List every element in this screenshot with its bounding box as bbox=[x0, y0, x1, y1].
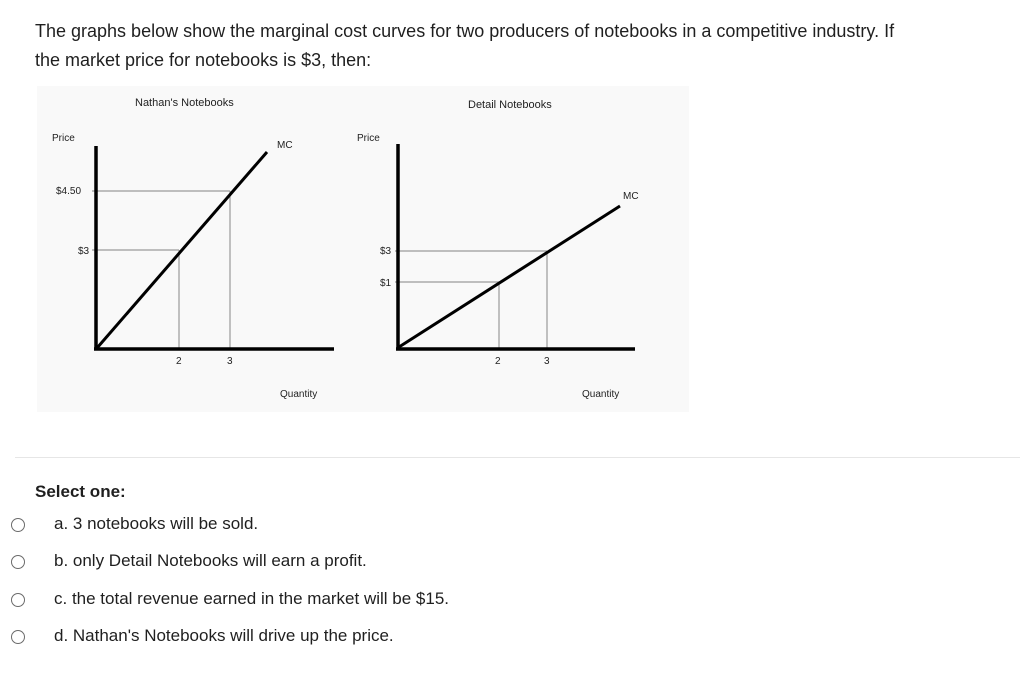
left-x-tick-3: 3 bbox=[227, 356, 233, 367]
right-curve-label: MC bbox=[623, 191, 639, 202]
option-b-radio[interactable] bbox=[11, 555, 25, 569]
right-graph-title: Detail Notebooks bbox=[468, 99, 552, 111]
left-y-axis-label: Price bbox=[52, 133, 75, 144]
option-d-radio[interactable] bbox=[11, 630, 25, 644]
question-line-2: the market price for notebooks is $3, then: bbox=[35, 50, 372, 70]
left-graph-title: Nathan's Notebooks bbox=[135, 97, 234, 109]
question-text bbox=[35, 17, 995, 75]
right-mc-curve bbox=[399, 206, 620, 347]
right-x-axis-label: Quantity bbox=[582, 389, 620, 400]
right-y-tick-high: $3 bbox=[380, 246, 392, 257]
right-x-tick-2: 2 bbox=[495, 356, 501, 367]
left-x-tick-2: 2 bbox=[176, 356, 182, 367]
right-y-tick-low: $1 bbox=[380, 278, 392, 289]
marginal-cost-figure bbox=[37, 86, 689, 412]
select-one-heading: Select one: bbox=[35, 482, 126, 501]
option-a[interactable] bbox=[0, 512, 700, 542]
option-a-label[interactable]: a. 3 notebooks will be sold. bbox=[54, 514, 259, 533]
left-x-axis-label: Quantity bbox=[280, 389, 318, 400]
left-y-tick-low: $3 bbox=[78, 246, 90, 257]
option-d[interactable] bbox=[0, 624, 700, 654]
left-y-tick-high: $4.50 bbox=[56, 186, 82, 197]
question-line-1: The graphs below show the marginal cost curves for two producers of notebooks in a competitive industry. If bbox=[35, 21, 895, 41]
option-b-label[interactable]: b. only Detail Notebooks will earn a profit. bbox=[54, 551, 367, 570]
section-divider bbox=[15, 457, 1020, 458]
option-c-label[interactable]: c. the total revenue earned in the market will be $15. bbox=[54, 589, 450, 608]
option-b[interactable] bbox=[0, 549, 700, 579]
right-y-axis-label: Price bbox=[357, 133, 380, 144]
option-a-radio[interactable] bbox=[11, 518, 25, 532]
left-curve-label: MC bbox=[277, 140, 293, 151]
option-d-label[interactable]: d. Nathan's Notebooks will drive up the price. bbox=[54, 626, 394, 645]
option-c[interactable] bbox=[0, 587, 700, 617]
option-c-radio[interactable] bbox=[11, 593, 25, 607]
figure-svg bbox=[37, 86, 689, 412]
right-x-tick-3: 3 bbox=[544, 356, 550, 367]
